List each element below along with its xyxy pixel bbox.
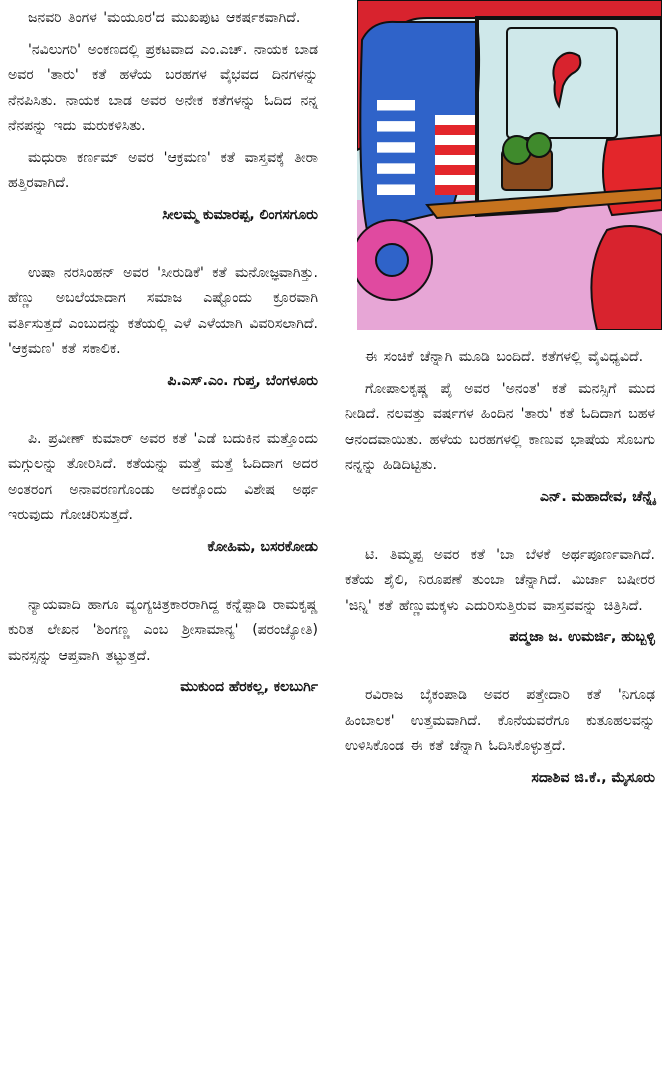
reader-letter: [345, 543, 655, 650]
cushion-stripe: [377, 142, 415, 153]
letters-column-left: [8, 6, 318, 733]
cushion-stripe: [377, 121, 415, 132]
letter-paragraph: ಜನವರಿ ತಿಂಗಳ 'ಮಯೂರ'ದ ಮುಖಪುಟ ಆಕರ್ಷಕವಾಗಿದೆ.: [28, 10, 301, 26]
front-wheel-icon: [591, 226, 662, 330]
letter-signature: ಎನ್. ಮಹಾದೇವ, ಚೆನ್ನೈ: [540, 488, 655, 505]
letter-paragraph: ಗೋಪಾಲಕೃಷ್ಣ ಪೈ ಅವರ 'ಅನಂತ' ಕತೆ ಮನಸ್ಸಿಗೆ ಮುದ ನೀಡಿದೆ. ನಲವತ್ತು ವರ್ಷಗಳ ಹಿಂದಿನ 'ತಾರು' ಕತೆ ಓದಿದಾಗ ಬಹಳ ಆನಂದವಾಯಿತು. ಹಳೆಯ ಬರಹಗಳಲ್ಲಿ ಕಾಣುವ ಭಾಷೆಯ ಸೊಬಗು ನನ್ನನ್ನು ಹಿಡಿದಿಟ್ಟಿತು.: [345, 380, 655, 473]
cushion-stripe: [435, 165, 475, 175]
letter-signature: ಪದ್ಮಜಾ ಜ. ಉಮರ್ಜಿ, ಹುಬ್ಬಳ್ಳಿ: [509, 629, 655, 645]
reader-letter: [345, 683, 655, 790]
cushion-stripe: [435, 155, 475, 165]
striped-cushion-right: [435, 115, 475, 195]
cushion-stripe: [377, 174, 415, 185]
reader-letter: [8, 261, 318, 393]
cushion-stripe: [435, 145, 475, 155]
painting-svg: [357, 0, 662, 330]
letter-paragraph: ನ್ಯಾಯವಾದಿ ಹಾಗೂ ವ್ಯಂಗ್ಯಚಿತ್ರಕಾರರಾಗಿದ್ದ ಕನ್ನೆಪ್ಪಾಡಿ ರಾಮಕೃಷ್ಣ ಕುರಿತ ಲೇಖನ 'ಶಿಂಗಣ್ಣ ಎಂಬ ಶ್ರೀಸಾಮಾನ್ಯ' (ಪರಂಜ್ಯೋತಿ) ಮನಸ್ಸನ್ನು ಆಪ್ತವಾಗಿ ತಟ್ಟುತ್ತದೆ.: [8, 596, 318, 664]
cushion-stripe: [377, 100, 415, 111]
plant-leaves: [527, 133, 551, 157]
cushion-stripe: [435, 115, 475, 125]
cushion-stripe: [377, 163, 415, 174]
reader-letter: [8, 6, 318, 227]
letter-paragraph: ಮಧುರಾ ಕರ್ಣಮ್ ಅವರ 'ಆಕ್ರಮಣ' ಕತೆ ವಾಸ್ತವಕ್ಕೆ ತೀರಾ ಹತ್ತಿರವಾಗಿದೆ.: [8, 149, 318, 191]
reader-letter: [8, 593, 318, 700]
letter-signature: ಮುಕುಂದ ಹೆರಕಲ್ಲ, ಕಲಬುರ್ಗಿ: [180, 679, 318, 695]
letter-paragraph: ಈ ಸಂಚಿಕೆ ಚೆನ್ನಾಗಿ ಮೂಡಿ ಬಂದಿದೆ. ಕತೆಗಳಲ್ಲಿ ವೈವಿಧ್ಯವಿದೆ.: [365, 349, 644, 365]
cushion-stripe: [435, 175, 475, 185]
cover-painting-autorickshaw: [357, 0, 662, 330]
cushion-stripe: [435, 125, 475, 135]
letter-signature: ಪಿ.ಎಸ್.ಎಂ. ಗುಪ್ತ, ಬೆಂಗಳೂರು: [167, 372, 318, 389]
reader-letter: [8, 427, 318, 559]
letter-signature: ಕೋಹಿಮ, ಬಸರಕೋಡು: [207, 538, 318, 555]
cushion-stripe: [377, 153, 415, 164]
letter-paragraph: ಟಿ. ತಿಮ್ಮಪ್ಪ ಅವರ ಕತೆ 'ಬಾ ಬೆಳಕೆ ಅರ್ಥಪೂರ್ಣವಾಗಿದೆ. ಕತೆಯ ಶೈಲಿ, ನಿರೂಪಣೆ ತುಂಬಾ ಚೆನ್ನಾಗಿದೆ. ಮಿರ್ಜಾ ಬಷೀರರ 'ಜಿನ್ನಿ' ಕತೆ ಹೆಣ್ಣುಮಕ್ಕಳು ಎದುರಿಸುತ್ತಿರುವ ವಾಸ್ತವವನ್ನು ಚಿತ್ರಿಸಿದೆ.: [345, 546, 655, 614]
cushion-stripe: [435, 135, 475, 145]
letter-paragraph: ಪಿ. ಪ್ರವೀಣ್ ಕುಮಾರ್ ಅವರ ಕತೆ 'ಎಡೆ ಬದುಕಿನ ಮತ್ತೊಂದು ಮಗ್ಗುಲನ್ನು ತೋರಿಸಿದೆ. ಕತೆಯನ್ನು ಮತ್ತೆ ಮತ್ತೆ ಓದಿದಾಗ ಅದರ ಅಂತರಂಗ ಅನಾವರಣಗೊಂಡು ಅದಕ್ಕೊಂದು ವಿಶೇಷ ಅರ್ಥ ಇರುವುದು ಗೋಚರಿಸುತ್ತದೆ.: [8, 430, 318, 523]
reader-letter: [345, 345, 655, 509]
letter-paragraph: ರವಿರಾಜ ಬೈಕಂಪಾಡಿ ಅವರ ಪತ್ತೇದಾರಿ ಕತೆ 'ನಿಗೂಢ ಹಿಂಬಾಲಕ' ಉತ್ತಮವಾಗಿದೆ. ಕೊನೆಯವರೆಗೂ ಕುತೂಹಲವನ್ನು ಉಳಿಸಿಕೊಂಡ ಈ ಕತೆ ಚೆನ್ನಾಗಿ ಓದಿಸಿಕೊಳ್ಳುತ್ತದೆ.: [345, 687, 655, 754]
letters-column-right: [345, 345, 655, 824]
letter-paragraph: ಉಷಾ ನರಸಿಂಹನ್ ಅವರ 'ಸೀರುಡಿಕೆ' ಕತೆ ಮನೋಜ್ಞವಾಗಿತ್ತು. ಹೆಣ್ಣು ಅಬಲೆಯಾದಾಗ ಸಮಾಜ ಎಷ್ಟೊಂದು ಕ್ರೂರವಾಗಿ ವರ್ತಿಸುತ್ತದೆ ಎಂಬುದನ್ನು ಕತೆಯಲ್ಲಿ ಎಳೆ ಎಳೆಯಾಗಿ ವಿವರಿಸಲಾಗಿದೆ. 'ಆಕ್ರಮಣ' ಕತೆ ಸಕಾಲಿಕ.: [8, 264, 318, 357]
cushion-stripe: [377, 132, 415, 143]
plant-leaves: [503, 136, 531, 164]
letter-signature: ಸೀಲಮ್ಮ ಕುಮಾರಪ್ಪ, ಲಿಂಗಸಗೂರು: [162, 206, 318, 223]
striped-cushion-left: [377, 100, 415, 195]
cushion-stripe: [377, 184, 415, 195]
wheel-hub: [376, 244, 408, 276]
letter-paragraph: 'ನವಿಲುಗರಿ' ಅಂಕಣದಲ್ಲಿ ಪ್ರಕಟವಾದ ಎಂ.ಎಚ್. ನಾಯಕ ಬಾಡ ಅವರ 'ತಾರು' ಕತೆ ಹಳೆಯ ಬರಹಗಳ ವೈಭವದ ದಿನಗಳನ್ನು ನೆನಪಿಸಿತು. ನಾಯಕ ಬಾಡ ಅವರ ಅನೇಕ ಕತೆಗಳನ್ನು ಓದಿದ ನನ್ನ ನೆನಪನ್ನು ಇದು ಮರುಕಳಿಸಿತು.: [8, 41, 318, 134]
cushion-stripe: [377, 111, 415, 122]
cushion-stripe: [435, 185, 475, 195]
letter-signature: ಸದಾಶಿವ ಜಿ.ಕೆ., ಮೈಸೂರು: [531, 769, 655, 786]
